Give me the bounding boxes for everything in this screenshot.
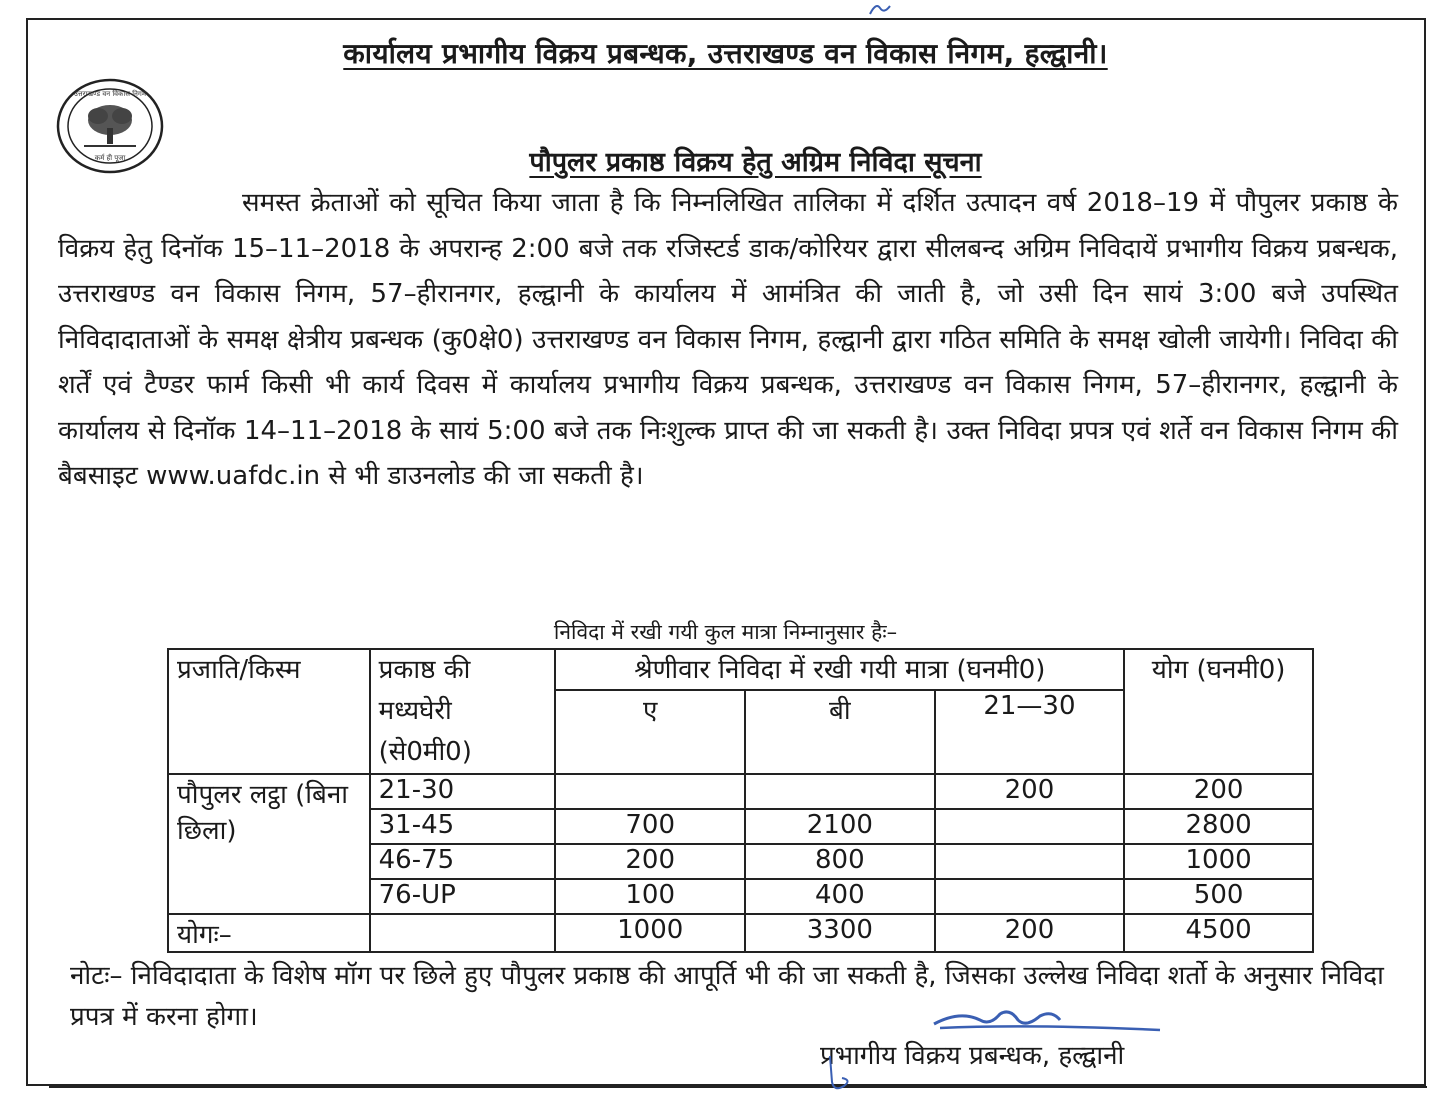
cell-a: 100 — [555, 879, 745, 914]
svg-text:कर्म ही पूजा: कर्म ही पूजा — [94, 154, 126, 162]
total-a: 1000 — [555, 914, 745, 952]
table-row — [168, 774, 1313, 809]
header-total: योग (घनमी0) — [1124, 649, 1313, 774]
cell-c — [935, 879, 1125, 914]
total-girth — [370, 914, 556, 952]
header-gradewise: श्रेणीवार निविदा में रखी गयी मात्रा (घनमी0) — [555, 649, 1124, 690]
notice-title: पौपुलर प्रकाष्ठ विक्रय हेतु अग्रिम निविदा सूचना — [529, 147, 982, 178]
cell-total: 200 — [1124, 774, 1313, 809]
pen-mark-top — [866, 0, 896, 18]
total-c: 200 — [935, 914, 1125, 952]
cell-a — [555, 774, 745, 809]
species-label: पौपुलर लट्ठा (बिना छिला) — [168, 774, 370, 914]
cell-total: 1000 — [1124, 844, 1313, 879]
header-grade-a: ए — [555, 690, 745, 774]
header-girth: प्रकाष्ठ की मध्यघेरी (से0मी0) — [370, 649, 556, 774]
total-label: योगः– — [168, 914, 370, 952]
quantity-table — [167, 648, 1314, 953]
cell-b: 400 — [745, 879, 935, 914]
note-text: नोटः– निविदादाता के विशेष मॉग पर छिले हुए पौपुलर प्रकाष्ठ की आपूर्ति भी की जा सकती है, जिसका उल्लेख निविदा शर्तो के अनुसार निविदा प्रपत्र में करना होगा। — [70, 961, 1384, 1032]
cell-c: 200 — [935, 774, 1125, 809]
header-grade-c: 21—30 — [935, 690, 1125, 774]
page-border-bottom — [49, 1086, 1427, 1088]
cell-girth: 76-UP — [370, 879, 556, 914]
cell-total: 2800 — [1124, 809, 1313, 844]
cell-girth: 21-30 — [370, 774, 556, 809]
table-total-row — [168, 914, 1313, 952]
pen-mark-bottom — [822, 1052, 862, 1096]
cell-c — [935, 844, 1125, 879]
total-b: 3300 — [745, 914, 935, 952]
cell-girth: 46-75 — [370, 844, 556, 879]
cell-b: 800 — [745, 844, 935, 879]
header-species: प्रजाति/किस्म — [168, 649, 370, 774]
table-caption: निविदा में रखी गयी कुल मात्रा निम्नानुसार हैः– — [553, 620, 898, 644]
cell-c — [935, 809, 1125, 844]
cell-a: 700 — [555, 809, 745, 844]
total-sum: 4500 — [1124, 914, 1313, 952]
cell-b: 2100 — [745, 809, 935, 844]
notice-body: समस्त क्रेताओं को सूचित किया जाता है कि निम्नलिखित तालिका में दर्शित उत्पादन वर्ष 2018–19 में पौपुलर प्रकाष्ठ के विक्रय हेतु दिनॉक 15–11–2018 के अपरान्ह 2:00 बजे तक रजिस्टर्ड डाक/कोरियर द्वारा सीलबन्द अग्रिम निविदायें प्रभागीय विक्रय प्रबन्धक, उत्तराखण्ड वन विकास निगम, 57–हीरानगर, हल्द्वानी के कार्यालय में आमंत्रित की जाती है, जो उसी दिन सायं 3:00 बजे उपस्थित निविदादाताओं के समक्ष क्षेत्रीय प्रबन्धक (कु0क्षे0) उत्तराखण्ड वन विकास निगम, हल्द्वानी द्वारा गठित समिति के समक्ष खोली जायेगी। निविदा की शर्तें एवं टैण्डर फार्म किसी भी कार्य दिवस में कार्यालय प्रभागीय विक्रय प्रबन्धक, उत्तराखण्ड वन विकास निगम, 57–हीरानगर, हल्द्वानी के कार्यालय से दिनॉक 14–11–2018 के सायं 5:00 बजे तक निःशुल्क प्राप्त की जा सकती है। उक्त निविदा प्रपत्र एवं शर्ते वन विकास निगम की बैबसाइट www.uafdc.in से भी डाउनलोड की जा सकती है। — [58, 188, 1398, 491]
svg-text:उत्तराखण्ड वन विकास निगम: उत्तराखण्ड वन विकास निगम — [73, 90, 147, 98]
handwritten-signature — [930, 1002, 1170, 1038]
office-header: कार्यालय प्रभागीय विक्रय प्रबन्धक, उत्तराखण्ड वन विकास निगम, हल्द्वानी। — [343, 37, 1108, 70]
cell-b — [745, 774, 935, 809]
designation: प्रभागीय विक्रय प्रबन्धक, हल्द्वानी — [820, 1041, 1125, 1071]
cell-girth: 31-45 — [370, 809, 556, 844]
cell-total: 500 — [1124, 879, 1313, 914]
header-grade-b: बी — [745, 690, 935, 774]
cell-a: 200 — [555, 844, 745, 879]
